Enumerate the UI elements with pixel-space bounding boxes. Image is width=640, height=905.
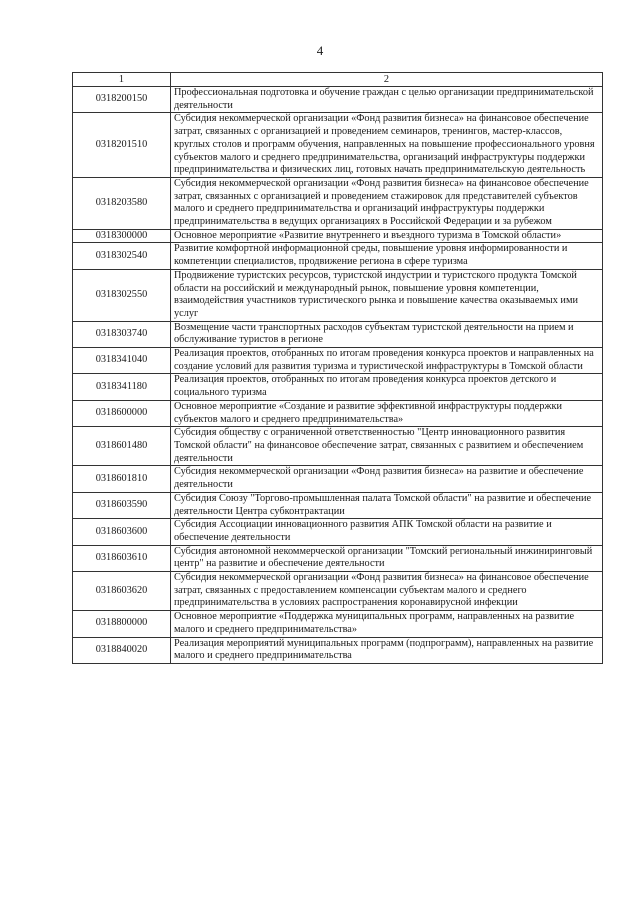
- table-row: [73, 269, 603, 321]
- row-description: Возмещение части транспортных расходов субъектам туристской деятельности на прием и обслуживание туристов в регионе: [171, 321, 603, 347]
- table-row: [73, 400, 603, 426]
- header-column-1: 1: [73, 73, 171, 87]
- row-code: 0318603600: [73, 519, 171, 545]
- row-description: Субсидия обществу с ограниченной ответственностью "Центр инновационного развития Томской области" на финансовое обеспечение затрат, связанных с развитием и обеспечением деятельности: [171, 427, 603, 466]
- row-code: 0318302540: [73, 243, 171, 269]
- table-row: [73, 348, 603, 374]
- row-description: Реализация мероприятий муниципальных программ (подпрограмм), направленных на развитие малого и среднего предпринимательства: [171, 637, 603, 663]
- row-description: Профессиональная подготовка и обучение граждан с целью организации предпринимательской деятельности: [171, 87, 603, 113]
- row-code: 0318203580: [73, 177, 171, 229]
- table-row: [73, 229, 603, 243]
- header-column-2: 2: [171, 73, 603, 87]
- row-code: 0318302550: [73, 269, 171, 321]
- row-description: Субсидия некоммерческой организации «Фонд развития бизнеса» на финансовое обеспечение затрат, связанных с организацией и проведением семинаров, тренингов, мастер-классов, круглых столов и программ обучения, направленных на повышение профессионального уровня субъектов малого и среднего предпринимательства, организаций инфраструктуры поддержки предпринимательства и физических лиц, готовых начать предпринимательскую деятельность: [171, 113, 603, 178]
- page-number: 4: [316, 43, 324, 58]
- table-row: [73, 87, 603, 113]
- row-code: 0318603610: [73, 545, 171, 571]
- row-description: Продвижение туристских ресурсов, туристской индустрии и туристского продукта Томской области на российский и международный рынок, повышение уровня компетенции, взаимодействия участников туристического рынка и повышение качества оказываемых ими услуг: [171, 269, 603, 321]
- row-code: 0318840020: [73, 637, 171, 663]
- table-row: [73, 374, 603, 400]
- row-code: 0318601810: [73, 466, 171, 492]
- row-code: 0318300000: [73, 229, 171, 243]
- row-description: Основное мероприятие «Развитие внутреннего и въездного туризма в Томской области»: [171, 229, 603, 243]
- row-code: 0318341040: [73, 348, 171, 374]
- row-description: Реализация проектов, отобранных по итогам проведения конкурса проектов детского и социального туризма: [171, 374, 603, 400]
- table-row: [73, 427, 603, 466]
- row-description: Развитие комфортной информационной среды, повышение уровня информированности и компетенции специалистов, продвижение региона в сфере туризма: [171, 243, 603, 269]
- table-row: [73, 572, 603, 611]
- row-description: Субсидия Ассоциации инновационного развития АПК Томской области на развитие и обеспечение деятельности: [171, 519, 603, 545]
- row-description: Основное мероприятие «Поддержка муниципальных программ, направленных на развитие малого и среднего предпринимательства»: [171, 611, 603, 637]
- row-code: 0318341180: [73, 374, 171, 400]
- table-row: [73, 177, 603, 229]
- row-code: 0318600000: [73, 400, 171, 426]
- row-description: Субсидия Союзу "Торгово-промышленная палата Томской области" на развитие и обеспечение деятельности Центра субконтрактации: [171, 492, 603, 518]
- table-row: [73, 519, 603, 545]
- row-code: 0318201510: [73, 113, 171, 178]
- row-description: Основное мероприятие «Создание и развитие эффективной инфраструктуры поддержки субъектов малого и среднего предпринимательства»: [171, 400, 603, 426]
- row-description: Субсидия некоммерческой организации «Фонд развития бизнеса» на финансовое обеспечение затрат, связанных с организацией и проведением стажировок для представителей субъектов малого и среднего предпринимательства и организаций инфраструктуры поддержки предпринимательства в ведущих организациях в Российской Федерации и за рубежом: [171, 177, 603, 229]
- row-description: Субсидия некоммерческой организации «Фонд развития бизнеса» на финансовое обеспечение затрат, связанных с предоставлением компенсации субъектам малого и среднего предпринимательства в условиях распространения коронавирусной инфекции: [171, 572, 603, 611]
- table-row: [73, 243, 603, 269]
- row-code: 0318603620: [73, 572, 171, 611]
- row-code: 0318601480: [73, 427, 171, 466]
- header-row: [73, 73, 603, 87]
- budget-codes-table: [72, 72, 603, 664]
- row-code: 0318800000: [73, 611, 171, 637]
- row-description: Субсидия автономной некоммерческой организации "Томский региональный инжиниринговый центр" на развитие и обеспечение деятельности: [171, 545, 603, 571]
- table-row: [73, 611, 603, 637]
- row-code: 0318303740: [73, 321, 171, 347]
- table-body: [73, 87, 603, 664]
- row-description: Реализация проектов, отобранных по итогам проведения конкурса проектов и направленных на создание условий для развития туризма и туристической инфраструктуры в Томской области: [171, 348, 603, 374]
- table-row: [73, 321, 603, 347]
- row-code: 0318603590: [73, 492, 171, 518]
- table-row: [73, 637, 603, 663]
- row-description: Субсидия некоммерческой организации «Фонд развития бизнеса» на развитие и обеспечение деятельности: [171, 466, 603, 492]
- row-code: 0318200150: [73, 87, 171, 113]
- table-row: [73, 545, 603, 571]
- table-row: [73, 492, 603, 518]
- table-row: [73, 466, 603, 492]
- table-row: [73, 113, 603, 178]
